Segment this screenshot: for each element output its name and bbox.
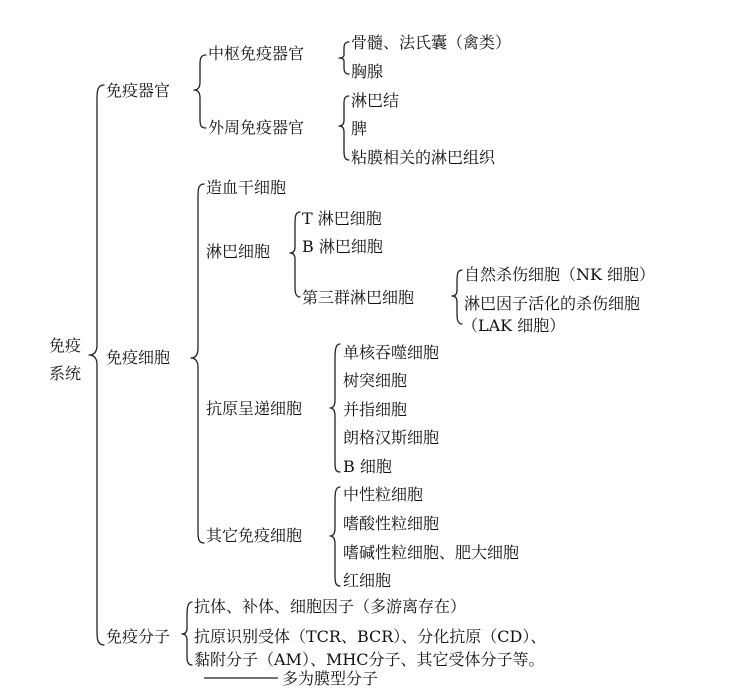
apc-item: 树突细胞 [343, 371, 408, 390]
apc-item: 朗格汉斯细胞 [343, 428, 440, 447]
peripheral-organ-item: 脾 [351, 119, 368, 138]
membrane-note: 多为膜型分子 [282, 669, 379, 688]
other-cells-brace [330, 487, 340, 586]
molecules-line: 抗体、补体、细胞因子（多游离存在） [194, 597, 467, 616]
third-group-brace [452, 270, 462, 324]
stem-cell-label: 造血干细胞 [206, 178, 287, 197]
organs-brace [194, 55, 206, 128]
lak-cell-label: 淋巴因子活化的杀伤细胞 [464, 294, 641, 313]
central-organ-item: 骨髓、法氏囊（禽类） [351, 33, 512, 52]
molecules-line: 黏附分子（AM）、MHC分子、其它受体分子等。 [194, 650, 545, 669]
peripheral-organs-brace [339, 96, 349, 160]
molecules-brace [182, 602, 192, 665]
peripheral-organ-item: 粘膜相关的淋巴组织 [351, 148, 496, 167]
lymph-brace [290, 212, 300, 297]
apc-item: B 细胞 [343, 457, 392, 476]
molecules-label: 免疫分子 [106, 627, 171, 646]
root-label-line2: 系统 [49, 364, 82, 383]
lak-cell-abbr: （LAK 细胞） [462, 316, 566, 335]
other-cell-item: 中性粒细胞 [343, 485, 424, 504]
t-lymphocyte-label: T 淋巴细胞 [302, 209, 382, 228]
apc-label: 抗原呈递细胞 [206, 399, 303, 418]
cells-brace [191, 184, 204, 543]
root-brace [89, 85, 104, 645]
peripheral-organ-item: 淋巴结 [351, 91, 400, 110]
apc-item: 单核吞噬细胞 [343, 343, 440, 362]
peripheral-organs-label: 外周免疫器官 [208, 118, 305, 137]
molecules-line: 抗原识别受体（TCR、BCR）、分化抗原（CD）、 [194, 627, 547, 646]
apc-item: 并指细胞 [343, 400, 408, 419]
other-cell-item: 嗜碱性粒细胞、肥大细胞 [343, 543, 520, 562]
cells-label: 免疫细胞 [106, 348, 171, 367]
apc-brace [330, 344, 340, 472]
nk-cell-label: 自然杀伤细胞（NK 细胞） [464, 265, 656, 284]
other-cell-item: 红细胞 [343, 571, 392, 590]
central-organs-label: 中枢免疫器官 [208, 44, 305, 63]
lymph-cells-label: 淋巴细胞 [206, 242, 271, 261]
other-cells-label: 其它免疫细胞 [206, 526, 303, 545]
central-organ-item: 胸腺 [351, 62, 384, 81]
central-organs-brace [339, 42, 349, 74]
organs-label: 免疫器官 [106, 81, 171, 100]
b-lymphocyte-label: B 淋巴细胞 [302, 237, 383, 256]
root-label-line1: 免疫 [49, 336, 82, 355]
third-group-label: 第三群淋巴细胞 [302, 288, 415, 307]
other-cell-item: 嗜酸性粒细胞 [343, 514, 440, 533]
